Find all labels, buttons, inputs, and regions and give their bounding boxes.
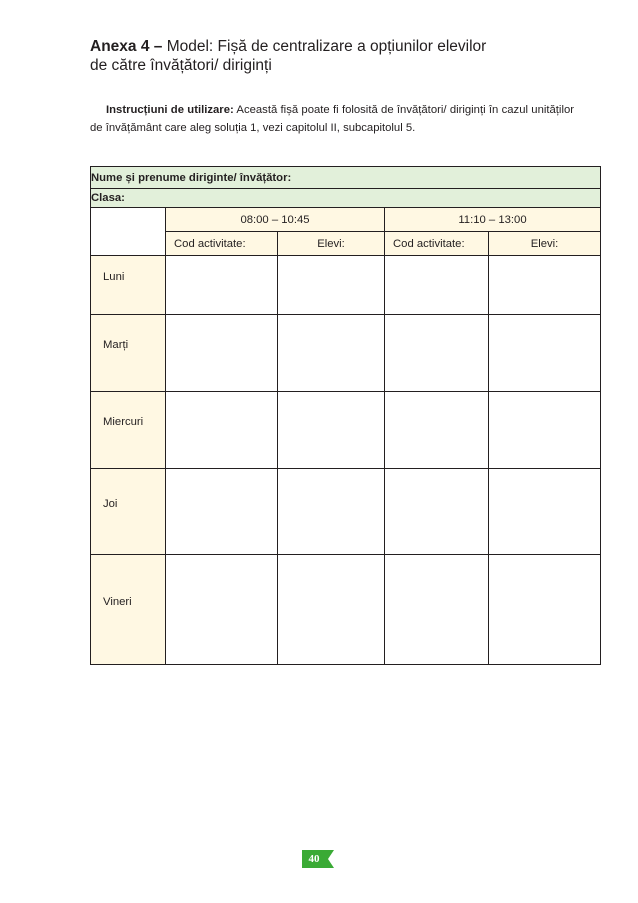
entry-cell[interactable] — [278, 555, 385, 665]
class-row — [91, 189, 601, 208]
page-title — [90, 37, 570, 75]
table-row — [91, 315, 601, 392]
column-header-row — [91, 232, 601, 256]
page-number-badge — [302, 850, 334, 868]
day-label: Marți — [91, 315, 166, 392]
column-header-activity-code-2: Cod activitate: — [385, 232, 489, 256]
entry-cell[interactable] — [489, 256, 601, 315]
entry-cell[interactable] — [166, 392, 278, 469]
time-slot-row — [91, 208, 601, 232]
title-text: Model: Fișă de centralizare a opțiunilor elevilor — [162, 38, 487, 55]
day-label: Joi — [91, 469, 166, 555]
entry-cell[interactable] — [385, 555, 489, 665]
options-centralization-table — [90, 166, 601, 665]
table-row — [91, 392, 601, 469]
table-row — [91, 256, 601, 315]
instructions-text: Această fișă poate fi folosită de învățători/ diriginți în cazul unităților de învățământ care aleg soluția 1, vezi capitolul II, subcapitolul 5. — [90, 104, 575, 134]
entry-cell[interactable] — [385, 256, 489, 315]
title-annex-label: Anexa 4 – — [90, 38, 163, 55]
time-slot-morning: 08:00 – 10:45 — [166, 208, 385, 232]
teacher-name-row — [91, 167, 601, 189]
column-header-students-1: Elevi: — [278, 232, 385, 256]
class-field[interactable]: Clasa: — [91, 189, 601, 208]
entry-cell[interactable] — [489, 555, 601, 665]
entry-cell[interactable] — [489, 469, 601, 555]
entry-cell[interactable] — [489, 392, 601, 469]
entry-cell[interactable] — [278, 469, 385, 555]
instructions-paragraph — [90, 101, 574, 137]
entry-cell[interactable] — [385, 469, 489, 555]
day-label: Miercuri — [91, 392, 166, 469]
entry-cell[interactable] — [166, 256, 278, 315]
entry-cell[interactable] — [278, 256, 385, 315]
entry-cell[interactable] — [278, 392, 385, 469]
instructions-label: Instrucțiuni de utilizare: — [106, 104, 234, 116]
entry-cell[interactable] — [489, 315, 601, 392]
entry-cell[interactable] — [385, 392, 489, 469]
teacher-name-field[interactable]: Nume și prenume diriginte/ învățător: — [91, 167, 601, 189]
page-number: 40 — [308, 853, 320, 865]
entry-cell[interactable] — [278, 315, 385, 392]
column-header-students-2: Elevi: — [489, 232, 601, 256]
day-label: Luni — [91, 256, 166, 315]
entry-cell[interactable] — [166, 315, 278, 392]
table-row — [91, 555, 601, 665]
entry-cell[interactable] — [385, 315, 489, 392]
title-line2: de către învățători/ diriginți — [90, 57, 272, 74]
entry-cell[interactable] — [166, 469, 278, 555]
column-header-activity-code-1: Cod activitate: — [166, 232, 278, 256]
corner-cell — [91, 208, 166, 256]
table-row — [91, 469, 601, 555]
day-label: Vineri — [91, 555, 166, 665]
entry-cell[interactable] — [166, 555, 278, 665]
time-slot-midday: 11:10 – 13:00 — [385, 208, 601, 232]
